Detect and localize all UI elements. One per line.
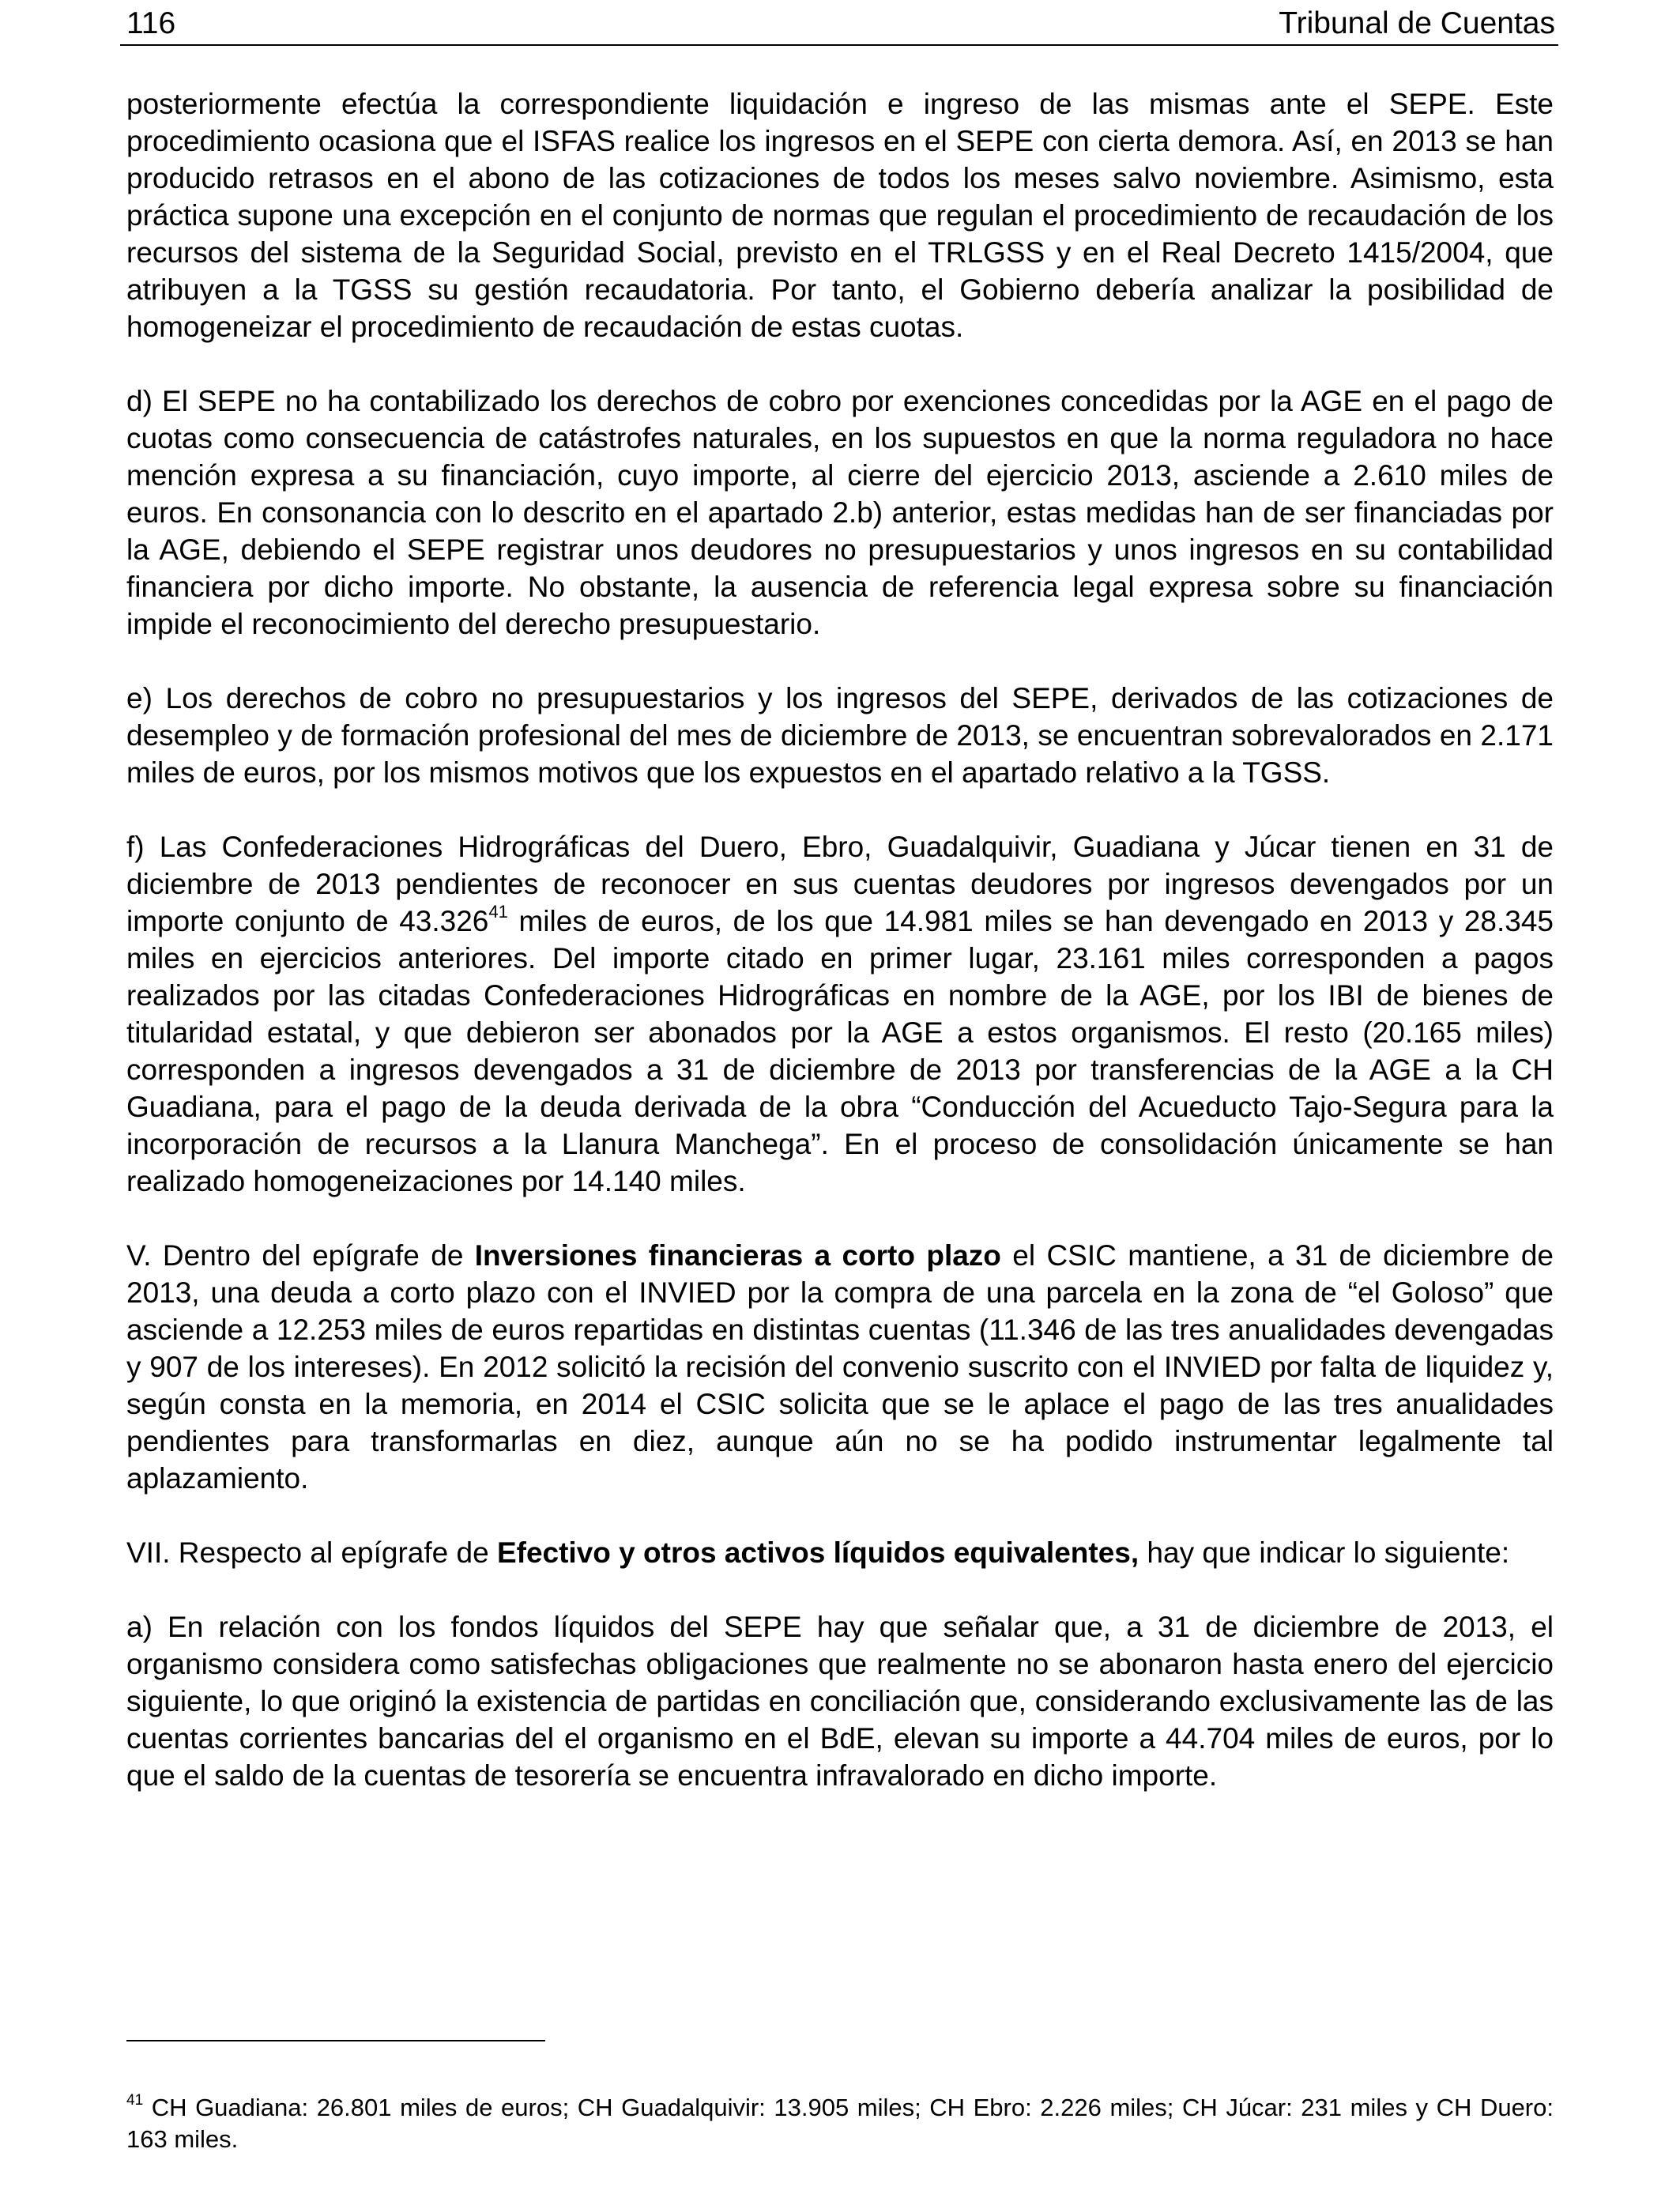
paragraph-f <box>126 828 1554 1200</box>
footnote <box>126 2092 1554 2155</box>
paragraph-continuation: posteriormente efectúa la correspondiente liquidación e ingreso de las mismas ante el SEPE. Este procedimiento ocasiona que el ISFAS realice los ingresos en el SEPE con cierta demora. Así, en 2013 se han producido retrasos en el abono de las cotizaciones de todos los meses salvo noviembre. Asimismo, esta práctica supone una excepción en el conjunto de normas que regulan el procedimiento de recaudación de los recursos del sistema de la Seguridad Social, previsto en el TRLGSS y en el Real Decreto 1415/2004, que atribuyen a la TGSS su gestión recaudatoria. Por tanto, el Gobierno debería analizar la posibilidad de homogeneizar el procedimiento de recaudación de estas cuotas. <box>126 88 1554 343</box>
footnote-number: 41 <box>126 2092 144 2109</box>
paragraph-vii-lead: VII. Respecto al epígrafe de <box>126 1536 497 1569</box>
paragraph-e: e) Los derechos de cobro no presupuestarios y los ingresos del SEPE, derivados de las cotizaciones de desempleo y de formación profesional del mes de diciembre de 2013, se encuentran sobrevalorados en 2.171 miles de euros, por los mismos motivos que los expuestos en el apartado relativo a la TGSS. <box>126 682 1554 789</box>
paragraph-f-text-start: f) Las Confederaciones Hidrográficas del Duero, Ebro, Guadalquivir, Guadiana y Júcar tienen en 31 de diciembre de 2013 pendientes de reconocer en sus cuentas deudores por ingresos devengados por un importe conjunto de 43.326 <box>126 831 1554 937</box>
footnote-divider <box>126 2040 545 2041</box>
footnote-reference[interactable]: 41 <box>488 902 508 922</box>
paragraph-a: a) En relación con los fondos líquidos del SEPE hay que señalar que, a 31 de diciembre de 2013, el organismo considera como satisfechas obligaciones que realmente no se abonaron hasta enero del ejercicio siguiente, lo que originó la existencia de partidas en conciliación que, considerando exclusivamente las de las cuentas corrientes bancarias del el organismo en el BdE, elevan su importe a 44.704 miles de euros, por lo que el saldo de la cuentas de tesorería se encuentra infravalorado en dicho importe. <box>126 1611 1554 1792</box>
paragraph-vii-text: hay que indicar lo siguiente: <box>1139 1536 1510 1569</box>
footnote-text: CH Guadiana: 26.801 miles de euros; CH Guadalquivir: 13.905 miles; CH Ebro: 2.226 miles; CH Júcar: 231 miles y CH Duero: 163 miles. <box>126 2094 1554 2153</box>
paragraph-f-text-end: miles de euros, de los que 14.981 miles se han devengado en 2013 y 28.345 miles en ejercicios anteriores. Del importe citado en primer lugar, 23.161 miles corresponden a pagos realizados por las citadas Confederaciones Hidrográficas en nombre de la AGE, por los IBI de bienes de titularidad estatal, y que debieron ser abonados por la AGE a estos organismos. El resto (20.165 miles) corresponden a ingresos devengados a 31 de diciembre de 2013 por transferencias de la AGE a la CH Guadiana, para el pago de la deuda derivada de la obra “Conducción del Acueducto Tajo-Segura para la incorporación de recursos a la Llanura Manchega”. En el proceso de consolidación únicamente se han realizado homogeneizaciones por 14.140 miles. <box>126 905 1554 1197</box>
paragraph-v-heading: Inversiones financieras a corto plazo <box>474 1239 1001 1272</box>
paragraph-v-text: el CSIC mantiene, a 31 de diciembre de 2013, una deuda a corto plazo con el INVIED por la compra de una parcela en la zona de “el Goloso” que asciende a 12.253 miles de euros repartidas en distintas cuentas (11.346 de las tres anualidades devengadas y 907 de los intereses). En 2012 solicitó la recisión del convenio suscrito con el INVIED por falta de liquidez y, según consta en la memoria, en 2014 el CSIC solicita que se le aplace el pago de las tres anualidades pendientes para transformarlas en diez, aunque aún no se ha podido instrumentar legalmente tal aplazamiento. <box>126 1239 1554 1495</box>
paragraph-v-lead: V. Dentro del epígrafe de <box>126 1239 475 1272</box>
paragraph-vii-heading: Efectivo y otros activos líquidos equivalentes, <box>496 1536 1139 1569</box>
document-body <box>126 85 1554 1794</box>
page-number: 116 <box>126 6 176 40</box>
header-divider <box>120 44 1558 46</box>
page-header <box>126 5 1555 43</box>
paragraph-d: d) El SEPE no ha contabilizado los derechos de cobro por exenciones concedidas por la AGE en el pago de cuotas como consecuencia de catástrofes naturales, en los supuestos en que la norma reguladora no hace mención expresa a su financiación, cuyo importe, al cierre del ejercicio 2013, asciende a 2.610 miles de euros. En consonancia con lo descrito en el apartado 2.b) anterior, estas medidas han de ser financiadas por la AGE, debiendo el SEPE registrar unos deudores no presupuestarios y unos ingresos en su contabilidad financiera por dicho importe. No obstante, la ausencia de referencia legal expresa sobre su financiación impide el reconocimiento del derecho presupuestario. <box>126 385 1554 640</box>
running-title: Tribunal de Cuentas <box>1279 6 1555 40</box>
paragraph-vii <box>126 1534 1554 1571</box>
paragraph-v <box>126 1237 1554 1497</box>
